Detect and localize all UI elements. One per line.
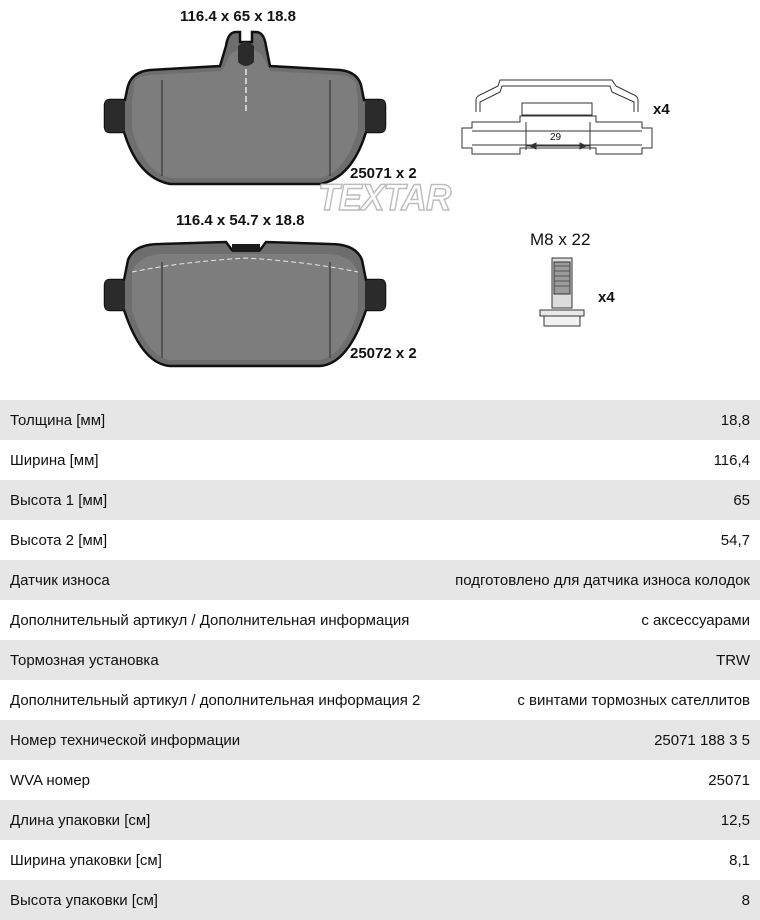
spec-key: Ширина [мм]: [10, 451, 99, 469]
pad-2-label: 25072 x 2: [350, 345, 417, 362]
spec-key: Высота 2 [мм]: [10, 531, 108, 549]
spec-key: Длина упаковки [см]: [10, 811, 151, 829]
pad-2-dimensions: 116.4 x 54.7 x 18.8: [176, 212, 305, 229]
clip-quantity: x4: [653, 101, 670, 118]
spec-row: [0, 480, 760, 520]
spec-value: 25071: [708, 771, 750, 789]
spec-row: [0, 400, 760, 440]
spec-key: Дополнительный артикул / Дополнительная информация: [10, 611, 410, 629]
product-diagram: [0, 0, 760, 400]
bolt-size: M8 x 22: [530, 230, 591, 249]
spec-key: Высота упаковки [см]: [10, 891, 158, 909]
pad-1-dimensions: 116.4 x 65 x 18.8: [180, 8, 296, 25]
textar-logo: TEXTAR: [318, 177, 451, 218]
spec-row: [0, 520, 760, 560]
spec-key: Датчик износа: [10, 571, 110, 589]
spec-row: [0, 600, 760, 640]
spec-key: Толщина [мм]: [10, 411, 106, 429]
spec-value: 25071 188 3 5: [654, 731, 750, 749]
spec-row: [0, 560, 760, 600]
brake-pad-2: [105, 242, 385, 366]
spec-value: с винтами тормозных сателлитов: [517, 691, 750, 709]
spec-value: TRW: [716, 651, 750, 669]
spec-row: [0, 720, 760, 760]
spec-row: [0, 880, 760, 920]
spec-value: 8,1: [729, 851, 750, 869]
spec-row: [0, 840, 760, 880]
spec-row: [0, 440, 760, 480]
spec-key: Номер технической информации: [10, 731, 241, 749]
clip-dimension: 29: [550, 132, 562, 143]
spec-key: Дополнительный артикул / дополнительная информация 2: [10, 691, 421, 709]
spec-key: Высота 1 [мм]: [10, 491, 108, 509]
spec-row: [0, 800, 760, 840]
bolt-quantity: x4: [598, 289, 615, 306]
spec-value: 116,4: [713, 451, 750, 469]
spec-row: [0, 760, 760, 800]
spec-row: [0, 680, 760, 720]
spec-key: Тормозная установка: [10, 651, 159, 669]
spec-key: Ширина упаковки [см]: [10, 851, 162, 869]
spec-row: [0, 640, 760, 680]
spec-value: подготовлено для датчика износа колодок: [455, 571, 750, 589]
specs-table: [0, 400, 760, 920]
spec-value: 12,5: [720, 811, 750, 829]
pad-1-label: 25071 x 2: [350, 165, 417, 182]
bolt: [540, 258, 584, 326]
spec-value: с аксессуарами: [641, 611, 750, 629]
spec-value: 8: [741, 891, 750, 909]
spec-value: 54,7: [720, 531, 750, 549]
spec-key: WVA номер: [10, 771, 91, 789]
brake-pad-1: [105, 32, 385, 184]
spec-value: 65: [733, 491, 750, 509]
spec-value: 18,8: [720, 411, 750, 429]
